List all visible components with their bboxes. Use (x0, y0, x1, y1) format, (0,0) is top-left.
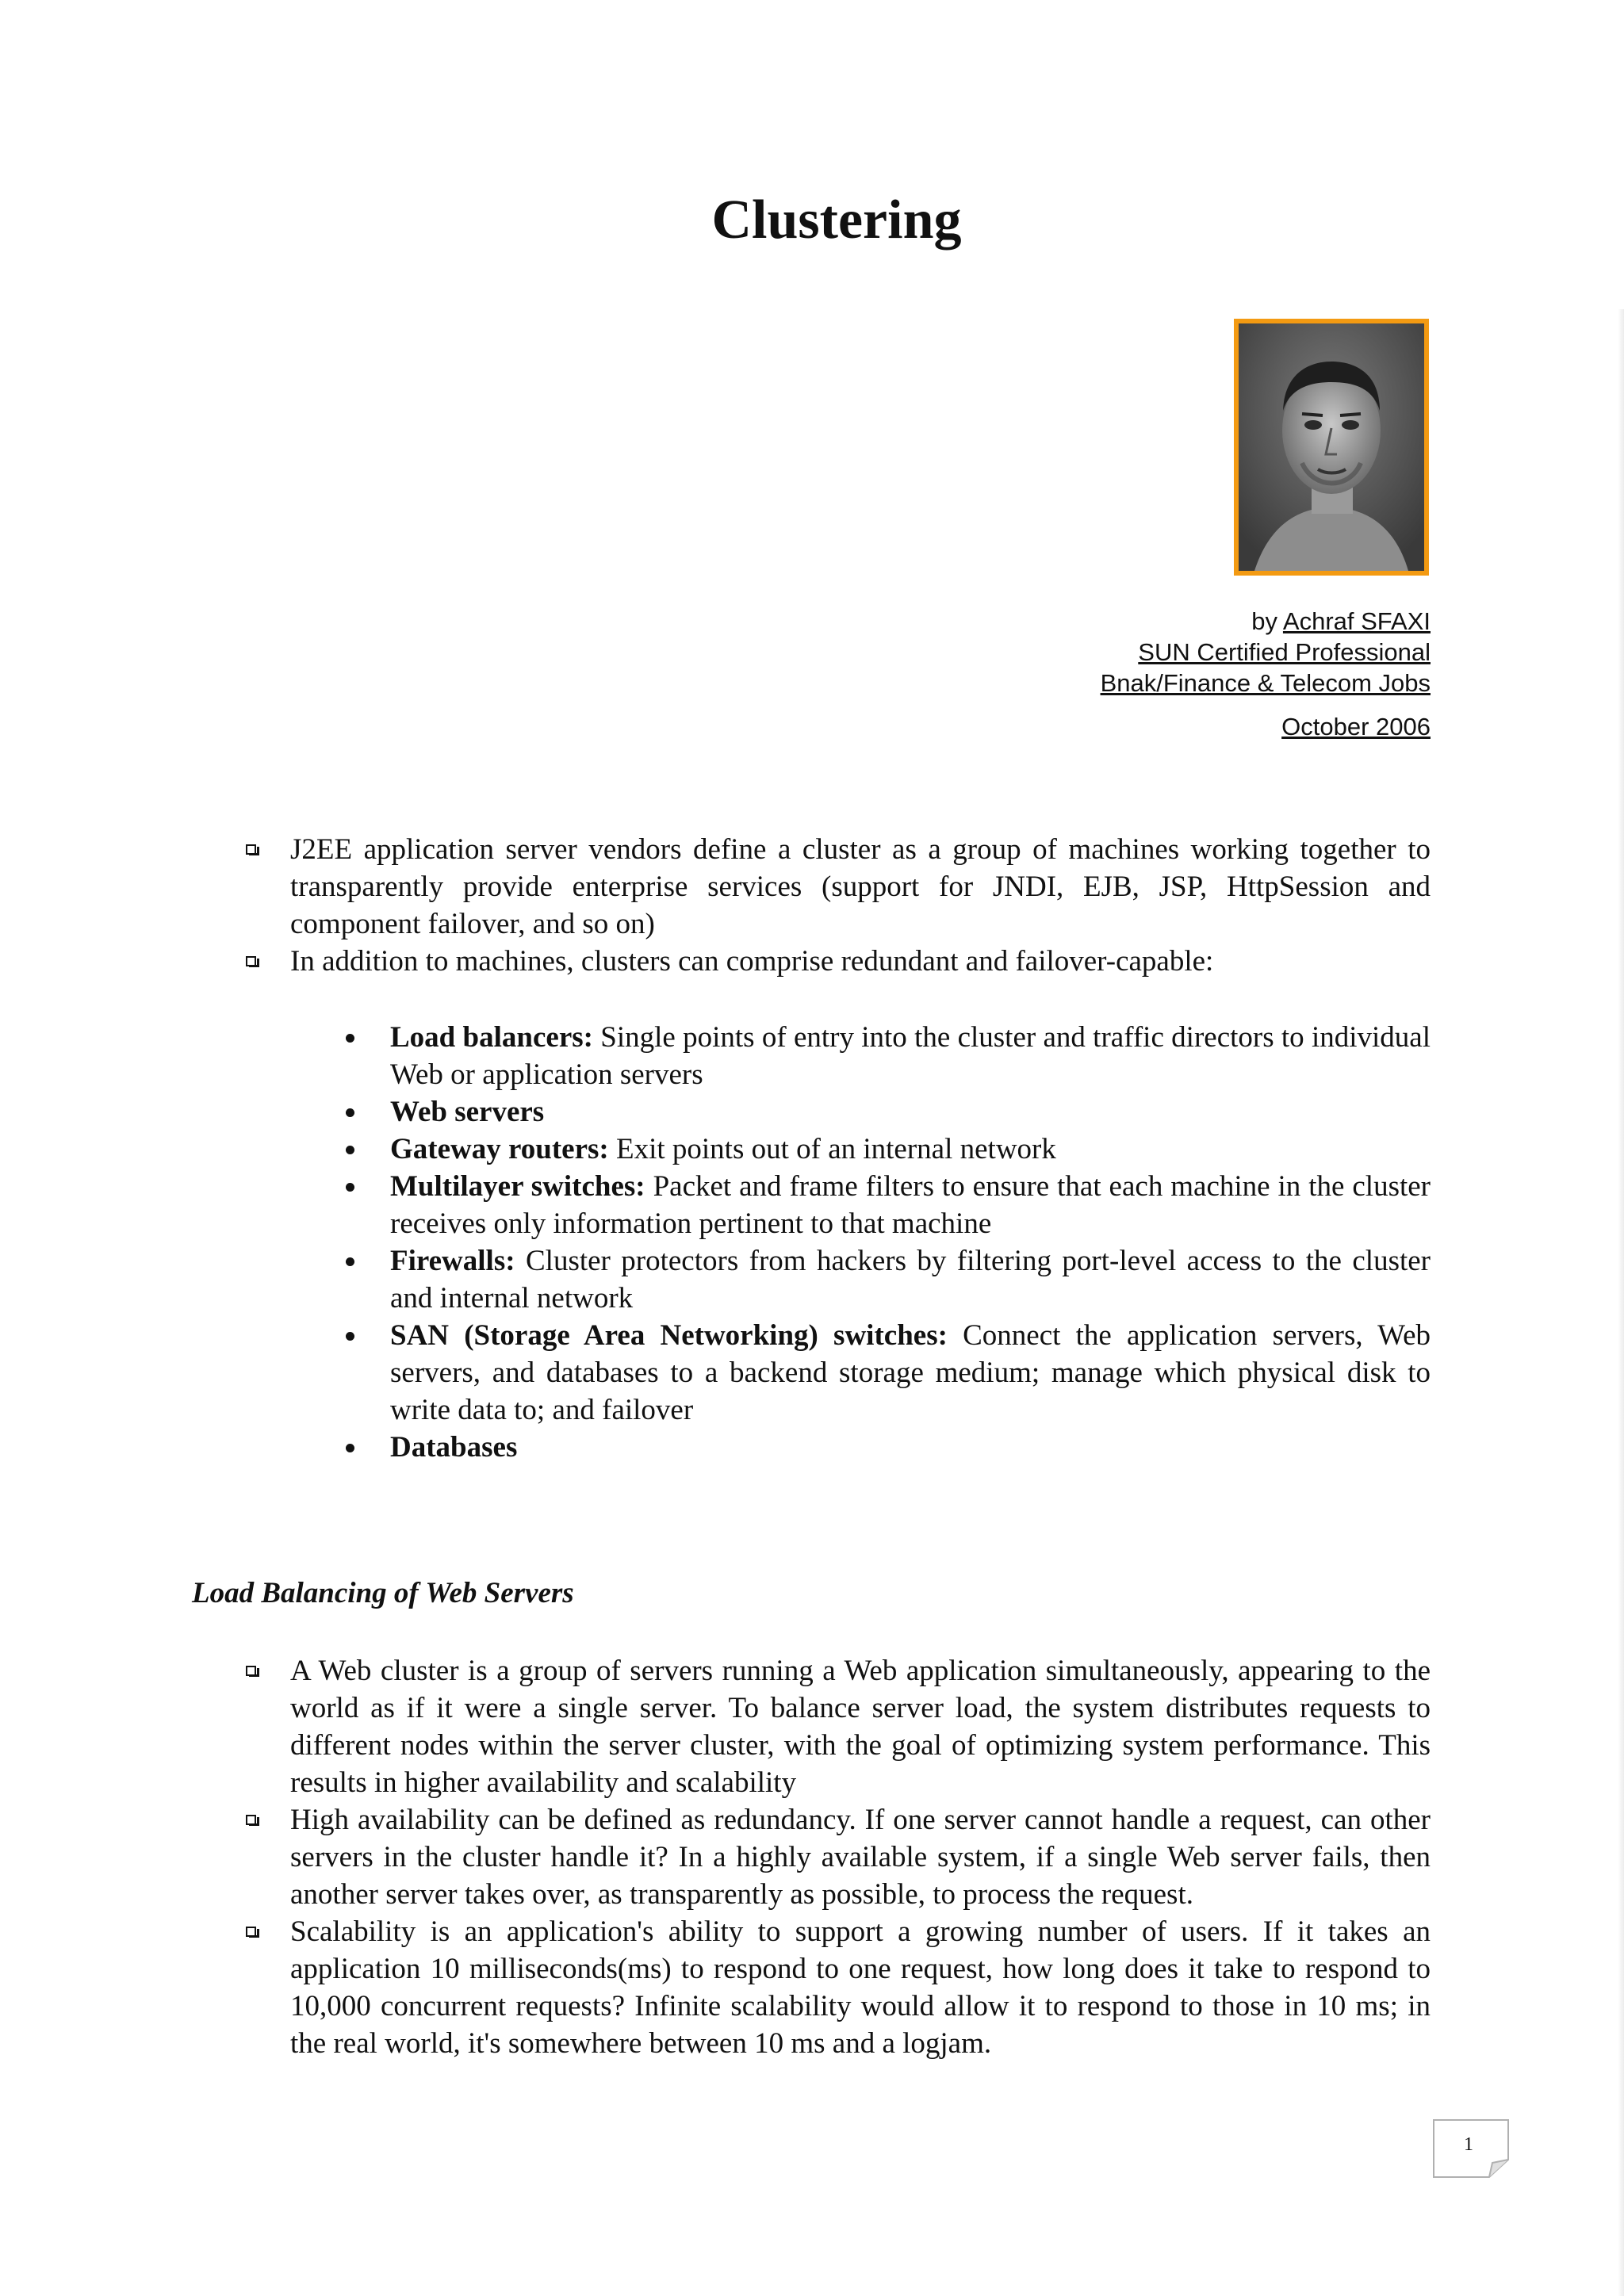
bullet-dot-icon (346, 1183, 354, 1192)
component-term: Gateway routers: (390, 1133, 609, 1165)
section-heading: Load Balancing of Web Servers (192, 1577, 574, 1609)
page-number: 1 (1464, 2134, 1473, 2155)
author-name-link[interactable]: Achraf SFAXI (1282, 607, 1431, 635)
bullet-dot-icon (346, 1146, 354, 1154)
list-item (290, 1652, 1431, 1801)
list-item (390, 1317, 1431, 1429)
list-item (290, 943, 1431, 980)
list-item (390, 1131, 1431, 1168)
intro-bullet-text: J2EE application server vendors define a cluster as a group of machines working together to transparently provide enterprise services (support for JNDI, EJB, JSP, HttpSession and component failover, and so on) (290, 833, 1431, 940)
author-jobs-link[interactable]: Bnak/Finance & Telecom Jobs (1100, 669, 1431, 697)
author-certification-link[interactable]: SUN Certified Professional (1138, 638, 1431, 666)
author-portrait-icon (1239, 323, 1424, 571)
component-term: Load balancers: (390, 1021, 593, 1054)
component-term: Multilayer switches: (390, 1170, 645, 1203)
list-item (390, 1429, 1431, 1466)
square-bullet-shadow (257, 1929, 259, 1938)
section-bullet-text: A Web cluster is a group of servers running a Web application simultaneously, appearing to the world as if it were a single server. To balance server load, the system distributes requests to different nodes within the server cluster, with the goal of optimizing system performance. This results in higher availability and scalability (290, 1655, 1431, 1799)
by-prefix: by (1251, 607, 1283, 635)
component-desc: Exit points out of an internal network (608, 1133, 1056, 1165)
bullet-dot-icon (346, 1257, 354, 1266)
square-bullet-shadow (257, 959, 259, 967)
bullet-dot-icon (346, 1034, 354, 1043)
page-shadow-edge (1618, 309, 1624, 2296)
component-desc: Connect the application servers, Web servers, and databases to a backend storage medium; manage which physical disk to write data to; and failover (390, 1319, 1431, 1426)
list-item (290, 831, 1431, 943)
list-item (390, 1019, 1431, 1093)
component-term: Databases (390, 1431, 518, 1464)
component-term: SAN (Storage Area Networking) switches: (390, 1319, 948, 1352)
list-item (390, 1168, 1431, 1242)
publication-date: October 2006 (1281, 713, 1431, 740)
bullet-dot-icon (346, 1108, 354, 1117)
section-bullet-text: High availability can be defined as redundancy. If one server cannot handle a request, can other servers in the cluster handle it? In a highly available system, if a single Web server fails, then another server takes over, as transparently as possible, to process the request. (290, 1804, 1431, 1911)
load-balancing-bullet-list (290, 1652, 1431, 2062)
component-desc: Packet and frame filters to ensure that each machine in the cluster receives only information pertinent to that machine (390, 1170, 1431, 1240)
page-number-box (1432, 2118, 1511, 2179)
section-bullet-text: Scalability is an application's ability to support a growing number of users. If it takes an application 10 milliseconds(ms) to respond to one request, how long does it take to respond to 10,000 concurrent requests? Infinite scalability would allow it to respond to those in 10 ms; in the real world, it's somewhere between 10 ms and a logjam. (290, 1915, 1431, 2060)
square-bullet-shadow (257, 1668, 259, 1677)
author-byline (1101, 606, 1431, 742)
author-photo (1234, 319, 1429, 576)
list-item (390, 1242, 1431, 1317)
author-name-line (1101, 606, 1431, 637)
square-bullet-shadow (257, 847, 259, 855)
component-desc: Cluster protectors from hackers by filtering port-level access to the cluster and internal network (390, 1245, 1431, 1314)
list-item (290, 1801, 1431, 1913)
square-bullet-shadow (257, 1817, 259, 1826)
list-item (290, 1913, 1431, 2062)
intro-bullet-text: In addition to machines, clusters can comprise redundant and failover-capable: (290, 945, 1214, 978)
list-item (390, 1093, 1431, 1131)
intro-bullet-list (290, 831, 1431, 980)
page-title: Clustering (711, 189, 962, 251)
cluster-components-list (390, 1019, 1431, 1466)
component-term: Firewalls: (390, 1245, 515, 1277)
component-term: Web servers (390, 1096, 545, 1128)
bullet-dot-icon (346, 1444, 354, 1452)
bullet-dot-icon (346, 1332, 354, 1341)
component-desc: Single points of entry into the cluster and traffic directors to individual Web or application servers (390, 1021, 1431, 1091)
